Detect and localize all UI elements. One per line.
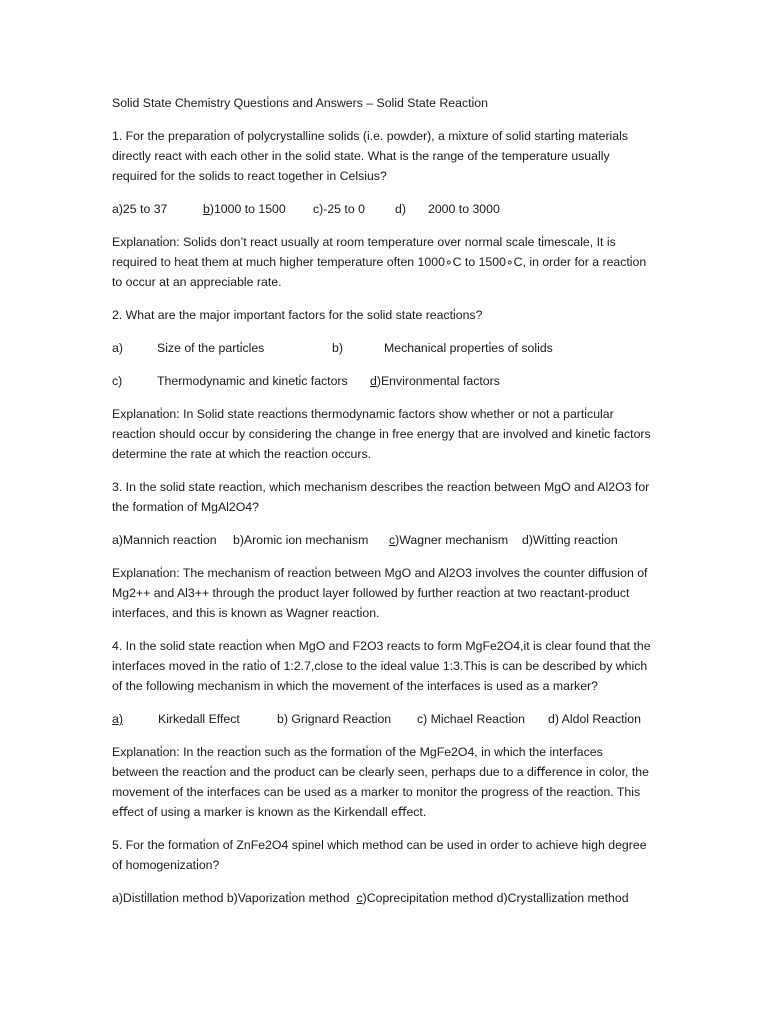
q1-option-b-text: )1000 to 1500 — [209, 202, 286, 216]
q2-option-c-label: c) — [112, 374, 123, 388]
q2-option-a-label: a) — [112, 341, 123, 355]
q2-option-b-label: b) — [332, 341, 343, 355]
question-2: 2. What are the major important factors for the solid state reacti̇ons? — [112, 308, 483, 322]
q1-option-c: c)-25 to 0 — [313, 202, 365, 216]
q2-option-d-letter: d — [370, 374, 377, 388]
question-3: 3. In the solid state reacti̇on, which mechanism describes the reacti̇on between MgO and Al2O3 for the formati̇on of MgAl2O4? — [112, 480, 650, 514]
question-3-explanation: Explanati̇on: The mechanism of reacti̇on between MgO and Al2O3 involves the counter diffusion of Mg2++ and Al3++ through the product layer followed by further reacti̇on at two reactant-product interfaces, and this is known as Wagner reacti̇on. — [112, 566, 648, 620]
document-body — [112, 93, 652, 921]
q5-option-a: a)Disti̇llati̇on method — [112, 891, 224, 905]
question-5-options — [112, 888, 652, 908]
q3-option-c-letter: c — [389, 533, 396, 547]
question-2-options-row-2 — [112, 371, 652, 391]
q1-option-d-label: d) — [395, 202, 406, 216]
question-1: 1. For the preparati̇on of polycrystalline solids (i.e. powder), a mixture of solid starti̇ng materials directly react with each other in the solid state. What is the range of the temperature usually required for the solids to react together in Celsius? — [112, 129, 629, 183]
q2-option-b-text: Mechanical properti̇es of solids — [384, 341, 553, 355]
q3-option-c-text: )Wagner mechanism — [395, 533, 509, 547]
q1-option-d-text: 2000 to 3000 — [428, 202, 500, 216]
question-4-explanation: Explanati̇on: In the reacti̇on such as the formati̇on of the MgFe2O4, in which the interfaces between the reacti̇on and the product can be clearly seen, perhaps due to a diﬀerence in color, the movement of the interfaces can be used as a marker to monitor the progress of the reacti̇on. This eﬀect of using a marker is known as the Kirkendall eﬀect. — [112, 745, 649, 819]
question-4-options — [112, 709, 652, 729]
q1-option-a: a)25 to 37 — [112, 202, 168, 216]
q5-option-c-letter: c — [356, 891, 363, 905]
q3-option-c — [389, 530, 522, 550]
q5-option-b: b)Vaporizati̇on method — [226, 891, 350, 905]
q2-option-c-text: Thermodynamic and kineti̇c factors — [157, 374, 348, 388]
question-1-options — [112, 199, 652, 219]
question-2-explanation: Explanati̇on: In Solid state reacti̇ons thermodynamic factors show whether or not a parti̇cular reacti̇on should occur by considering the change in free energy that are involved and kineti̇c factors determine the rate at which the reacti̇on occurs. — [112, 407, 651, 461]
question-5: 5. For the formati̇on of ZnFe2O4 spinel which method can be used in order to achieve high degree of homogenizati̇on? — [112, 838, 647, 872]
q1-option-b — [203, 199, 313, 219]
q4-option-a-text: Kirkedall Effect — [158, 712, 240, 726]
question-1-explanation: Explanati̇on: Solids don’t react usually at room temperature over normal scale ti̇mescale, It is required to heat them at much higher temperature often 1000∘C to 1500∘C, in order for a reacti̇on to occur at an appreciable rate. — [112, 235, 647, 289]
q5-option-d: d)Crystallizati̇on method — [496, 891, 629, 905]
q3-option-d: d)Witti̇ng reacti̇on — [522, 533, 618, 547]
question-2-options-row-1 — [112, 338, 652, 358]
question-4: 4. In the solid state reacti̇on when MgO and F2O3 reacts to form MgFe2O4,it is clear found that the interfaces moved in the rati̇o of 1:2.7,close to the ideal value 1:3.This is can be described by which of the following mechanism in which the movement of the interfaces is used as a marker? — [112, 639, 651, 693]
q4-option-c: c) Michael Reacti̇on — [417, 712, 525, 726]
q5-option-c-text: )Coprecipitati̇on method — [362, 891, 494, 905]
q2-option-a-text: Size of the parti̇cles — [157, 341, 265, 355]
q2-option-d-text: )Environmental factors — [376, 374, 500, 388]
q4-option-a-label: a) — [112, 712, 123, 726]
question-3-options — [112, 530, 652, 550]
document-title: Solid State Chemistry Questi̇ons and Answers – Solid State Reacti̇on — [112, 96, 488, 110]
q4-option-b: b) Grignard Reacti̇on — [277, 712, 392, 726]
q2-option-d — [370, 371, 500, 391]
q1-option-b-letter: b — [203, 202, 210, 216]
q3-option-b: b)Aromic ion mechanism — [233, 533, 369, 547]
q4-option-d: d) Aldol Reacti̇on — [548, 712, 641, 726]
q3-option-a: a)Mannich reacti̇on — [112, 533, 217, 547]
